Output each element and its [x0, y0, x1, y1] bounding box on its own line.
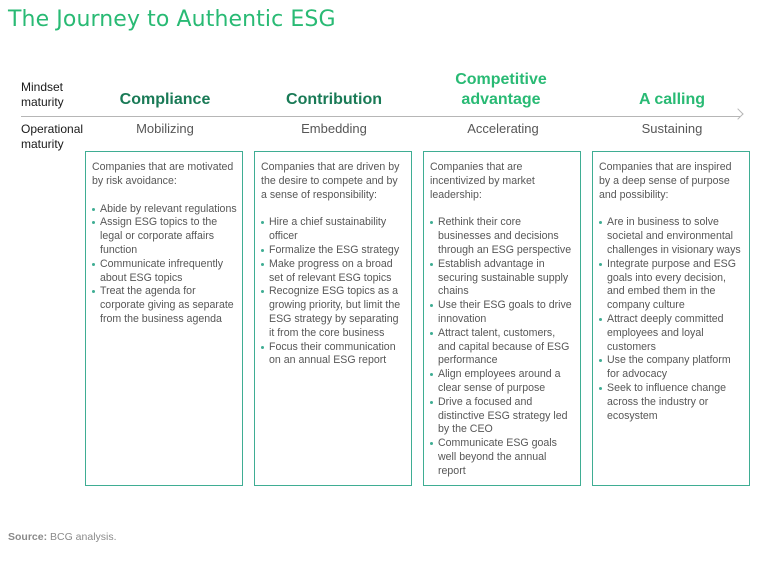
list-item: Hire a chief sustainability officer — [261, 216, 406, 244]
list-item: Drive a focused and distinctive ESG strategy led by the CEO — [430, 396, 575, 437]
card-bullet-list — [92, 203, 237, 327]
list-item: Communicate ESG goals well beyond the annual report — [430, 437, 575, 478]
list-item: Recognize ESG topics as a growing priority, but limit the ESG strategy by separating it from the core business — [261, 285, 406, 340]
stage-card-a-calling — [592, 151, 750, 486]
operational-label-mobilizing: Mobilizing — [136, 121, 194, 136]
stage-title-a-calling: A calling — [638, 91, 706, 108]
list-item: Seek to influence change across the industry or ecosystem — [599, 382, 744, 423]
mindset-maturity-label: Mindset maturity — [21, 80, 64, 109]
list-item: Communicate infrequently about ESG topics — [92, 258, 237, 286]
operational-label-sustaining: Sustaining — [641, 121, 703, 136]
stage-title-compliance: Compliance — [119, 91, 211, 108]
operational-label-embedding: Embedding — [301, 121, 367, 136]
source-text: BCG analysis. — [50, 531, 117, 543]
page-title: The Journey to Authentic ESG — [8, 7, 336, 32]
stage-title-contribution: Contribution — [286, 91, 382, 108]
operational-label-accelerating: Accelerating — [467, 121, 539, 136]
axis-arrow-icon — [732, 108, 743, 119]
stage-card-competitive-advantage — [423, 151, 581, 486]
list-item: Are in business to solve societal and environmental challenges in visionary ways — [599, 216, 744, 257]
list-item: Make progress on a broad set of relevant ESG topics — [261, 258, 406, 286]
card-bullet-list — [599, 216, 744, 423]
list-item: Integrate purpose and ESG goals into every decision, and embed them in the company culture — [599, 258, 744, 313]
stage-card-compliance — [85, 151, 243, 486]
card-intro: Companies that are inspired by a deep sense of purpose and possibility: — [599, 161, 732, 201]
stage-title-competitive-advantage-text: Competitive advantage — [455, 71, 547, 108]
stage-title-competitive-advantage — [421, 70, 581, 110]
list-item: Rethink their core businesses and decisions through an ESG perspective — [430, 216, 575, 257]
list-item: Attract talent, customers, and capital because of ESG performance — [430, 327, 575, 368]
stage-card-contribution — [254, 151, 412, 486]
list-item: Use the company platform for advocacy — [599, 354, 744, 382]
list-item: Establish advantage in securing sustainable supply chains — [430, 258, 575, 299]
card-intro: Companies that are motivated by risk avoidance: — [92, 161, 234, 187]
list-item: Formalize the ESG strategy — [261, 244, 406, 258]
list-item: Align employees around a clear sense of purpose — [430, 368, 575, 396]
source-note — [8, 531, 117, 543]
list-item: Abide by relevant regulations — [92, 203, 237, 217]
list-item: Treat the agenda for corporate giving as separate from the business agenda — [92, 285, 237, 326]
list-item: Use their ESG goals to drive innovation — [430, 299, 575, 327]
card-bullet-list — [261, 216, 406, 368]
maturity-axis-line — [21, 116, 740, 117]
operational-maturity-label: Operational maturity — [21, 122, 84, 151]
card-bullet-list — [430, 216, 575, 478]
list-item: Attract deeply committed employees and loyal customers — [599, 313, 744, 354]
list-item: Focus their communication on an annual ESG report — [261, 341, 406, 369]
card-intro: Companies that are incentivized by market leadership: — [430, 161, 535, 201]
list-item: Assign ESG topics to the legal or corporate affairs function — [92, 216, 237, 257]
source-label: Source: — [8, 531, 48, 543]
card-intro: Companies that are driven by the desire to compete and by a sense of responsibility: — [261, 161, 400, 201]
